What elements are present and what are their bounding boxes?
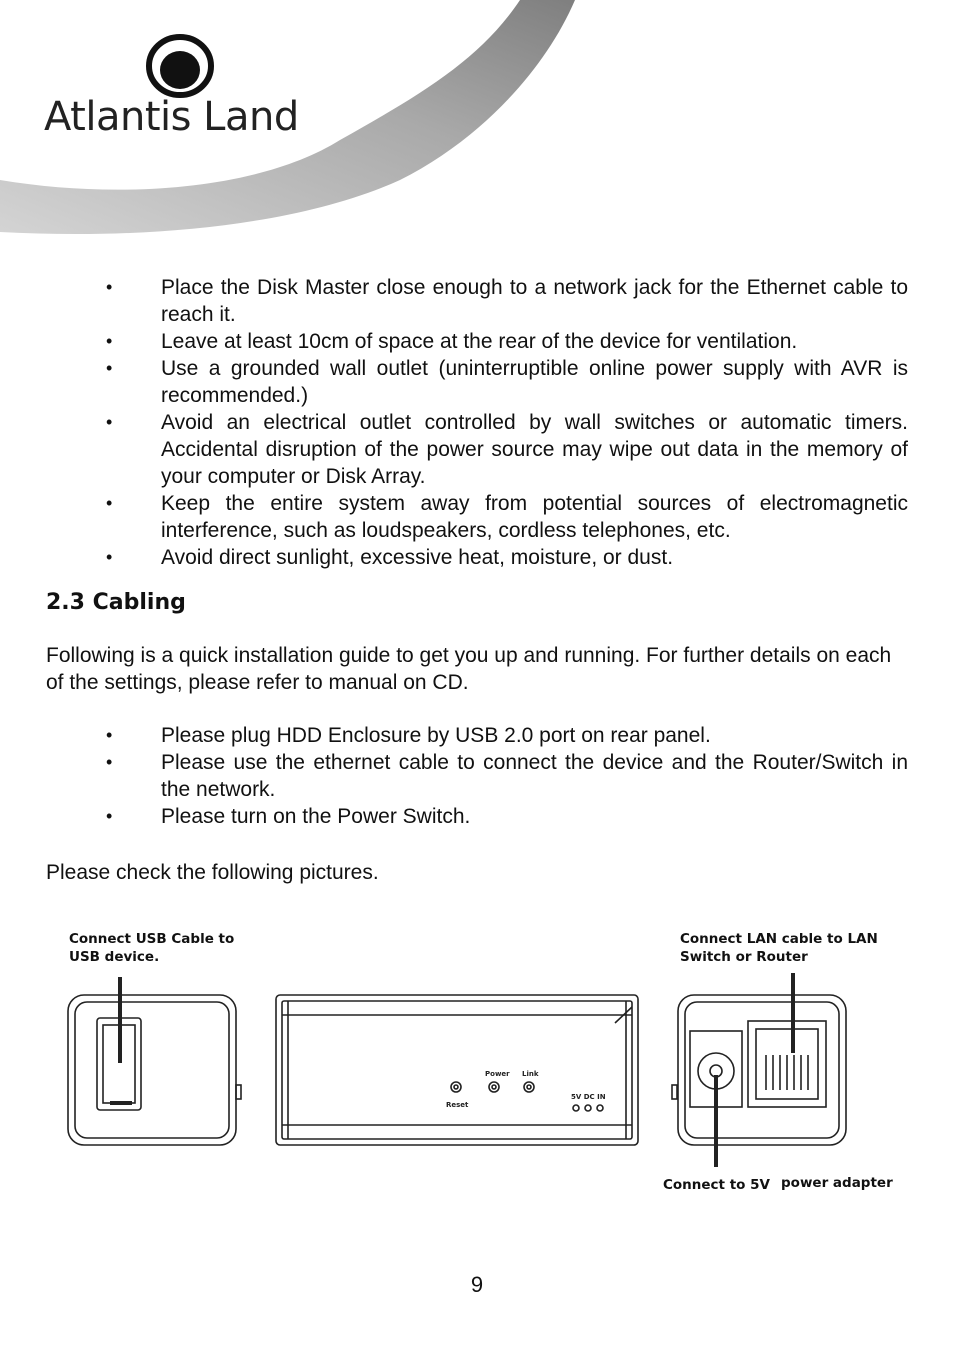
list-item: • Please turn on the Power Switch.	[106, 805, 471, 828]
cabling-steps-list	[0, 722, 954, 830]
section-heading: 2.3 Cabling	[46, 590, 186, 615]
cabling-figure	[60, 925, 910, 1205]
dc-in-label: 5V DC IN	[571, 1093, 606, 1101]
power-callout-a: Connect to 5V	[663, 1177, 770, 1193]
bullet-icon: •	[106, 806, 113, 826]
bullet-icon: •	[106, 277, 113, 297]
page-number: 9	[470, 1272, 484, 1297]
section-intro: Following is a quick installation guide to get you up and running. For further details on each of the settings, please refer to manual on CD.	[46, 644, 892, 694]
lan-callout: Connect LAN cable to LAN Switch or Router	[680, 931, 878, 965]
list-item: • Please plug HDD Enclosure by USB 2.0 port on rear panel.	[106, 724, 711, 747]
list-item: • Please use the ethernet cable to connect the device and the Router/Switch in the network.	[106, 751, 908, 801]
bullet-icon: •	[106, 358, 113, 378]
bullet-icon: •	[106, 752, 113, 772]
placement-list	[0, 274, 954, 571]
list-item: • Leave at least 10cm of space at the rear of the device for ventilation.	[106, 330, 798, 353]
list-item: • Use a grounded wall outlet (uninterruptible online power supply with AVR is recommended.)	[106, 357, 908, 407]
atlantis-globe-logo-icon	[144, 33, 216, 99]
list-item: • Place the Disk Master close enough to a network jack for the Ethernet cable to reach it.	[106, 276, 908, 326]
power-led-icon	[489, 1082, 499, 1092]
power-label: Power	[485, 1070, 510, 1078]
reset-label: Reset	[446, 1101, 469, 1109]
bullet-icon: •	[106, 547, 113, 567]
bullet-icon: •	[106, 493, 113, 513]
lan-end-panel	[678, 995, 846, 1145]
bullet-icon: •	[106, 412, 113, 432]
usb-callout: Connect USB Cable to USB device.	[69, 931, 235, 965]
device-drawing	[60, 925, 910, 1205]
brand-logo-text: Atlantis Land	[44, 94, 299, 140]
list-item: • Keep the entire system away from potential sources of electromagnetic interference, such as loudspeakers, cordless telephones, etc.	[106, 492, 908, 542]
bullet-icon: •	[106, 331, 113, 351]
power-callout-b: power adapter	[781, 1175, 893, 1191]
list-item: • Avoid an electrical outlet controlled by wall switches or automatic timers. Accidental disruption of the power source may wipe out data in the memory of your computer or Disk Array.	[106, 411, 908, 488]
usb-end-panel	[68, 995, 236, 1145]
bullet-icon: •	[106, 725, 113, 745]
reset-button-icon	[451, 1082, 461, 1092]
front-panel	[276, 995, 638, 1145]
link-led-icon	[524, 1082, 534, 1092]
closing-text: Please check the following pictures.	[46, 861, 379, 884]
link-label: Link	[522, 1070, 539, 1078]
list-item: • Avoid direct sunlight, excessive heat, moisture, or dust.	[106, 546, 674, 569]
